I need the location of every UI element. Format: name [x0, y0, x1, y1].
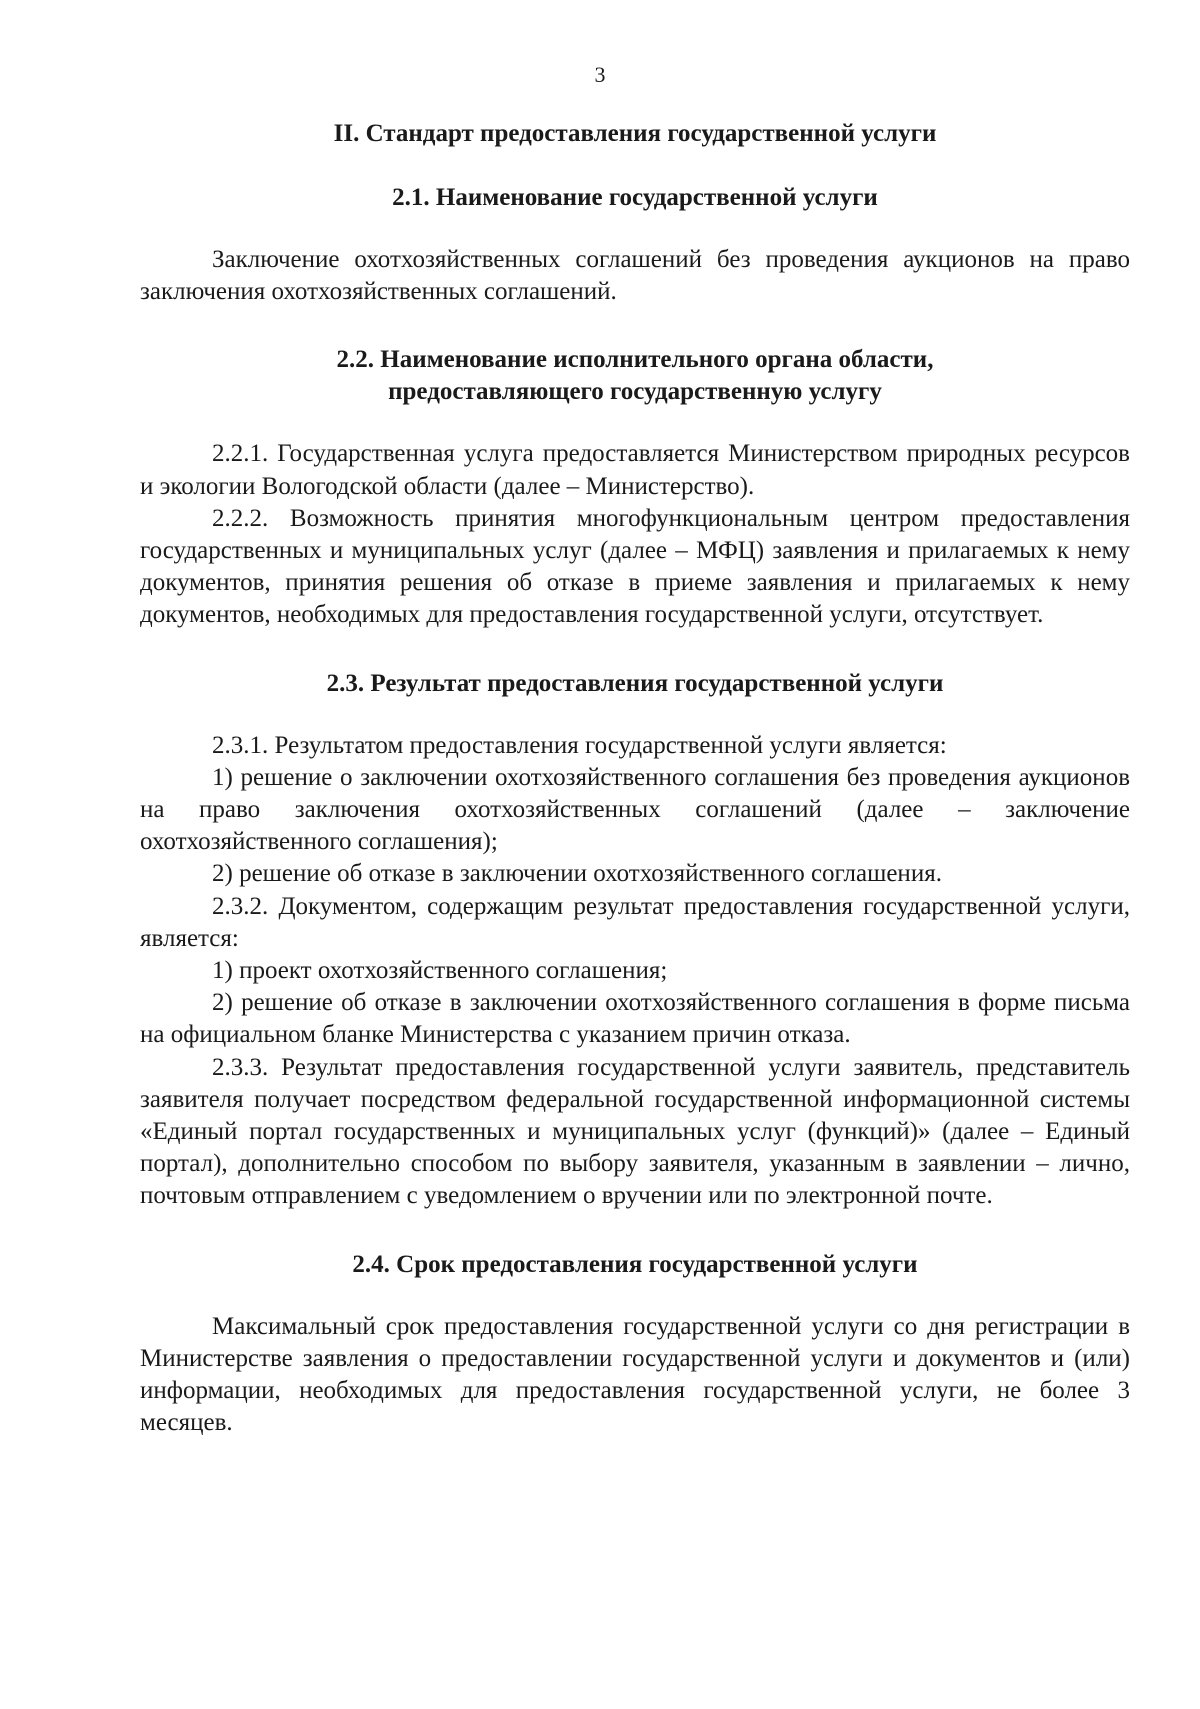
list-item: 1) решение о заключении охотхозяйственного соглашения без проведения аукционов на право заключения охотхозяйственных соглашений (далее – заключение охотхозяйственного соглашения); — [140, 763, 1130, 856]
paragraph-2-4: Максимальный срок предоставления государственной услуги со дня регистрации в Министерстве заявления о предоставлении государственной услуги и документов и (или) информации, необходимых для предоставления государственной услуги, не более 3 месяцев. — [140, 1312, 1130, 1437]
section-title: II. Стандарт предоставления государственной услуги — [333, 120, 937, 147]
subsection-heading-2-1: 2.1. Наименование государственной услуги — [392, 184, 878, 211]
paragraph-2-1: Заключение охотхозяйственных соглашений без проведения аукционов на право заключения охотхозяйственных соглашений. — [140, 246, 1130, 306]
paragraph-2-3-1: 2.3.1. Результатом предоставления государственной услуги является: — [212, 731, 947, 759]
paragraph-2-2-1: 2.2.1. Государственная услуга предоставляется Министерством природных ресурсов и экологии Вологодской области (далее – Министерство). — [140, 440, 1130, 500]
heading-line: 2.2. Наименование исполнительного органа области, — [336, 346, 934, 374]
list-item: 2) решение об отказе в заключении охотхозяйственного соглашения в форме письма на официальном бланке Министерства с указанием причин отказа. — [140, 989, 1130, 1049]
list-item: 2) решение об отказе в заключении охотхозяйственного соглашения. — [212, 860, 942, 888]
paragraph-2-3-2: 2.3.2. Документом, содержащим результат предоставления государственной услуги, является: — [140, 892, 1130, 952]
document-body — [140, 118, 1130, 1439]
list-item: 1) проект охотхозяйственного соглашения; — [212, 957, 668, 985]
page-number: 3 — [594, 62, 606, 87]
heading-line: предоставляющего государственную услугу — [388, 378, 882, 406]
subsection-heading-2-2 — [140, 344, 1130, 408]
paragraph-2-3-3: 2.3.3. Результат предоставления государственной услуги заявитель, представитель заявителя получает посредством федеральной государственной информационной системы «Единый портал государственных и муниципальных услуг (функций)» (далее – Единый портал), дополнительно способом по выбору заявителя, указанным в заявлении – лично, почтовым отправлением с уведомлением о вручении или по электронной почте. — [140, 1053, 1130, 1210]
subsection-heading-2-3: 2.3. Результат предоставления государственной услуги — [326, 669, 944, 697]
subsection-heading-2-4: 2.4. Срок предоставления государственной услуги — [352, 1250, 918, 1278]
paragraph-2-2-2: 2.2.2. Возможность принятия многофункциональным центром предоставления государственных и муниципальных услуг (далее – МФЦ) заявления и прилагаемых к нему документов, принятия решения об отказе в приеме заявления и прилагаемых к нему документов, необходимых для предоставления государственной услуги, отсутствует. — [140, 504, 1130, 629]
